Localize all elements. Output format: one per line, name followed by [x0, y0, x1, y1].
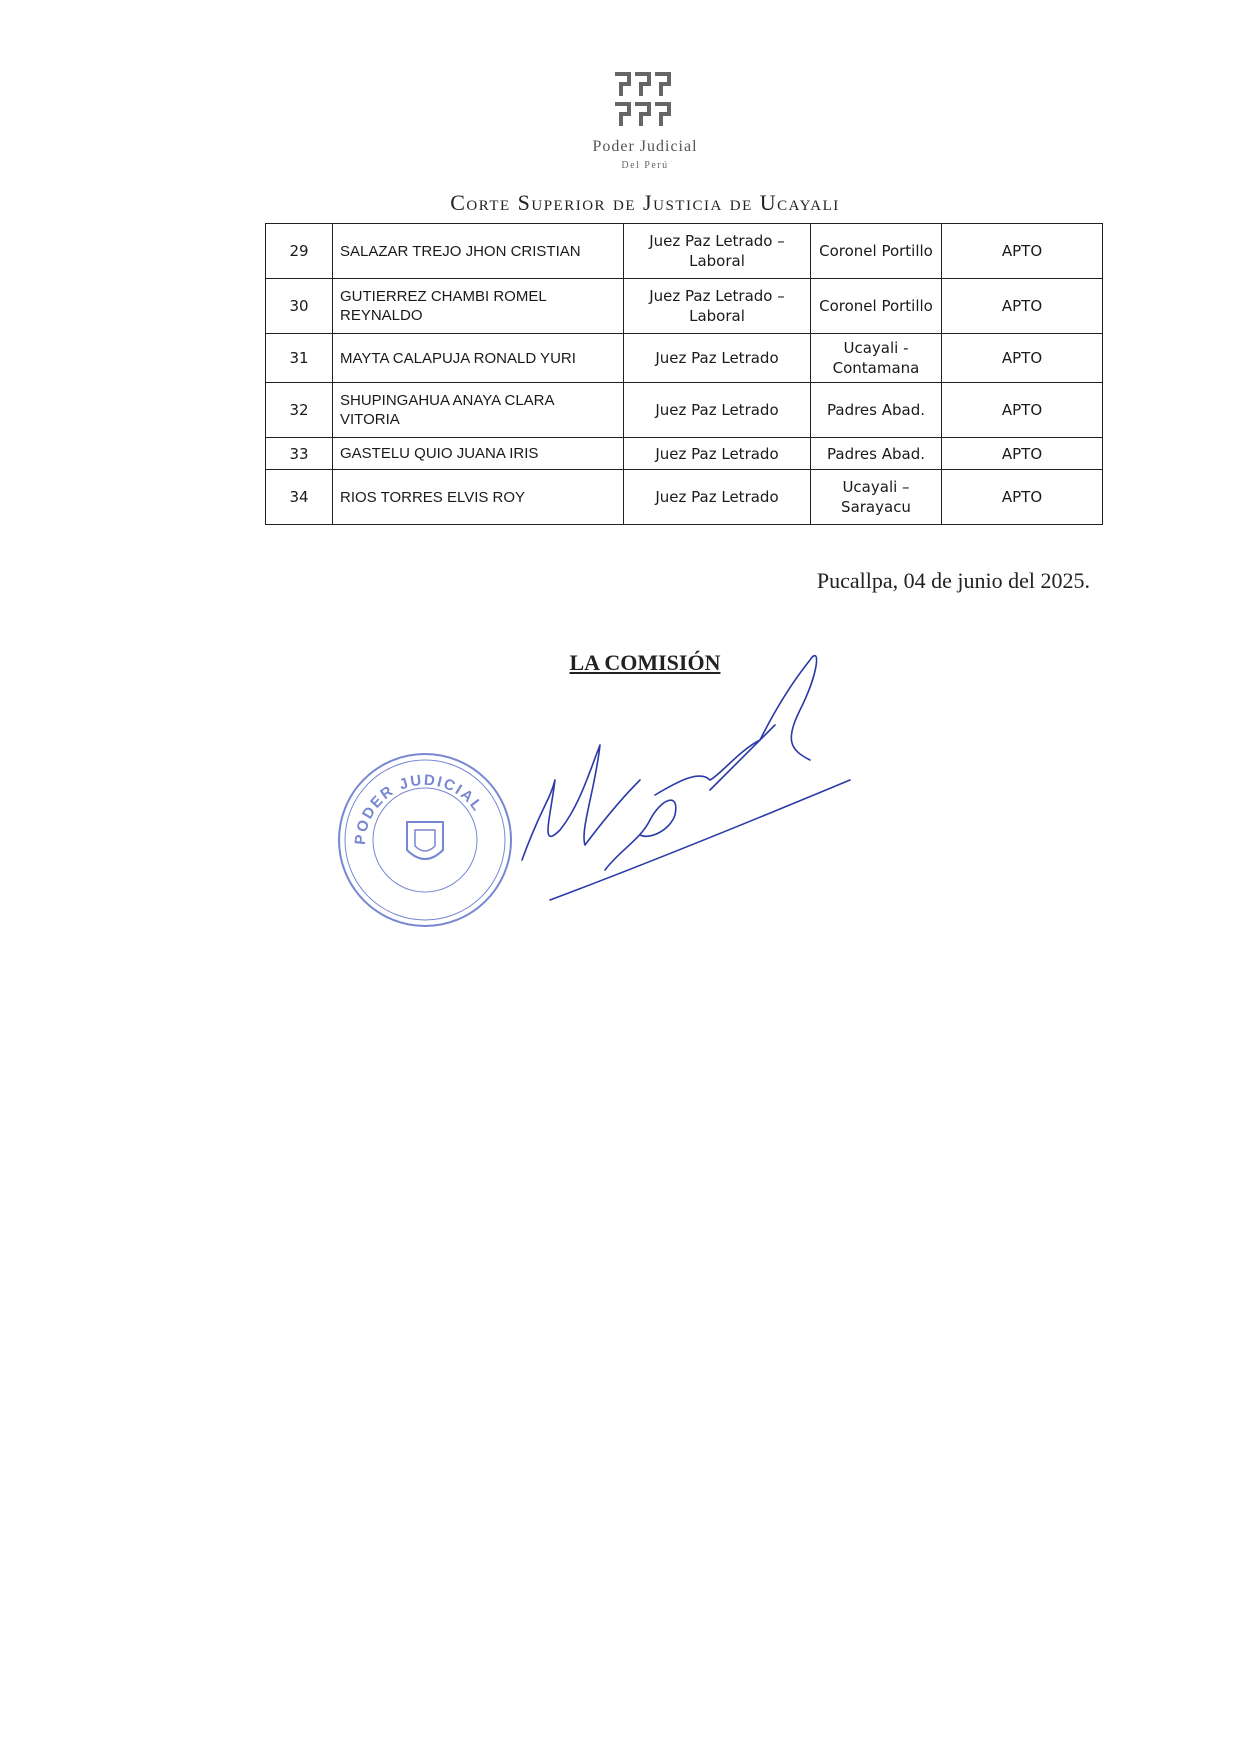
candidate-location: Ucayali – Sarayacu: [811, 470, 942, 525]
org-name: Poder Judicial: [592, 138, 698, 155]
candidate-name: GASTELU QUIO JUANA IRIS: [333, 438, 624, 470]
candidate-name: SALAZAR TREJO JHON CRISTIAN: [333, 224, 624, 279]
official-seal-icon: [335, 750, 515, 930]
candidate-name: RIOS TORRES ELVIS ROY: [333, 470, 624, 525]
results-table: [265, 223, 1103, 525]
candidate-position: Juez Paz Letrado: [624, 383, 811, 438]
table-row: [266, 383, 1103, 438]
row-number: 30: [266, 279, 333, 334]
row-number: 29: [266, 224, 333, 279]
candidate-location: Coronel Portillo: [811, 224, 942, 279]
candidate-result: APTO: [942, 383, 1103, 438]
table-row: [266, 438, 1103, 470]
candidate-result: APTO: [942, 470, 1103, 525]
candidate-location: Padres Abad.: [811, 438, 942, 470]
row-number: 31: [266, 334, 333, 383]
court-title: Corte Superior de Justicia de Ucayali: [450, 190, 840, 215]
table-row: [266, 279, 1103, 334]
candidate-name: SHUPINGAHUA ANAYA CLARA VITORIA: [333, 383, 624, 438]
candidate-name: MAYTA CALAPUJA RONALD YURI: [333, 334, 624, 383]
candidate-result: APTO: [942, 279, 1103, 334]
org-subtitle: Del Perú: [621, 160, 669, 171]
candidate-location: Ucayali - Contamana: [811, 334, 942, 383]
candidate-result: APTO: [942, 334, 1103, 383]
signature-icon: [510, 630, 930, 930]
candidate-name: GUTIERREZ CHAMBI ROMEL REYNALDO: [333, 279, 624, 334]
candidate-position: Juez Paz Letrado: [624, 470, 811, 525]
table-row: [266, 224, 1103, 279]
candidate-location: Coronel Portillo: [811, 279, 942, 334]
candidate-position: Juez Paz Letrado – Laboral: [624, 224, 811, 279]
poder-judicial-logo-icon: [613, 70, 673, 130]
table-row: [266, 470, 1103, 525]
table-row: [266, 334, 1103, 383]
place-date: Pucallpa, 04 de junio del 2025.: [816, 568, 1090, 593]
row-number: 34: [266, 470, 333, 525]
row-number: 33: [266, 438, 333, 470]
candidate-position: Juez Paz Letrado: [624, 438, 811, 470]
candidate-result: APTO: [942, 224, 1103, 279]
candidate-location: Padres Abad.: [811, 383, 942, 438]
commission-label: LA COMISIÓN: [569, 650, 721, 675]
svg-text:PODER JUDICIAL: PODER JUDICIAL: [351, 771, 487, 846]
candidate-position: Juez Paz Letrado – Laboral: [624, 279, 811, 334]
candidate-result: APTO: [942, 438, 1103, 470]
candidate-position: Juez Paz Letrado: [624, 334, 811, 383]
row-number: 32: [266, 383, 333, 438]
